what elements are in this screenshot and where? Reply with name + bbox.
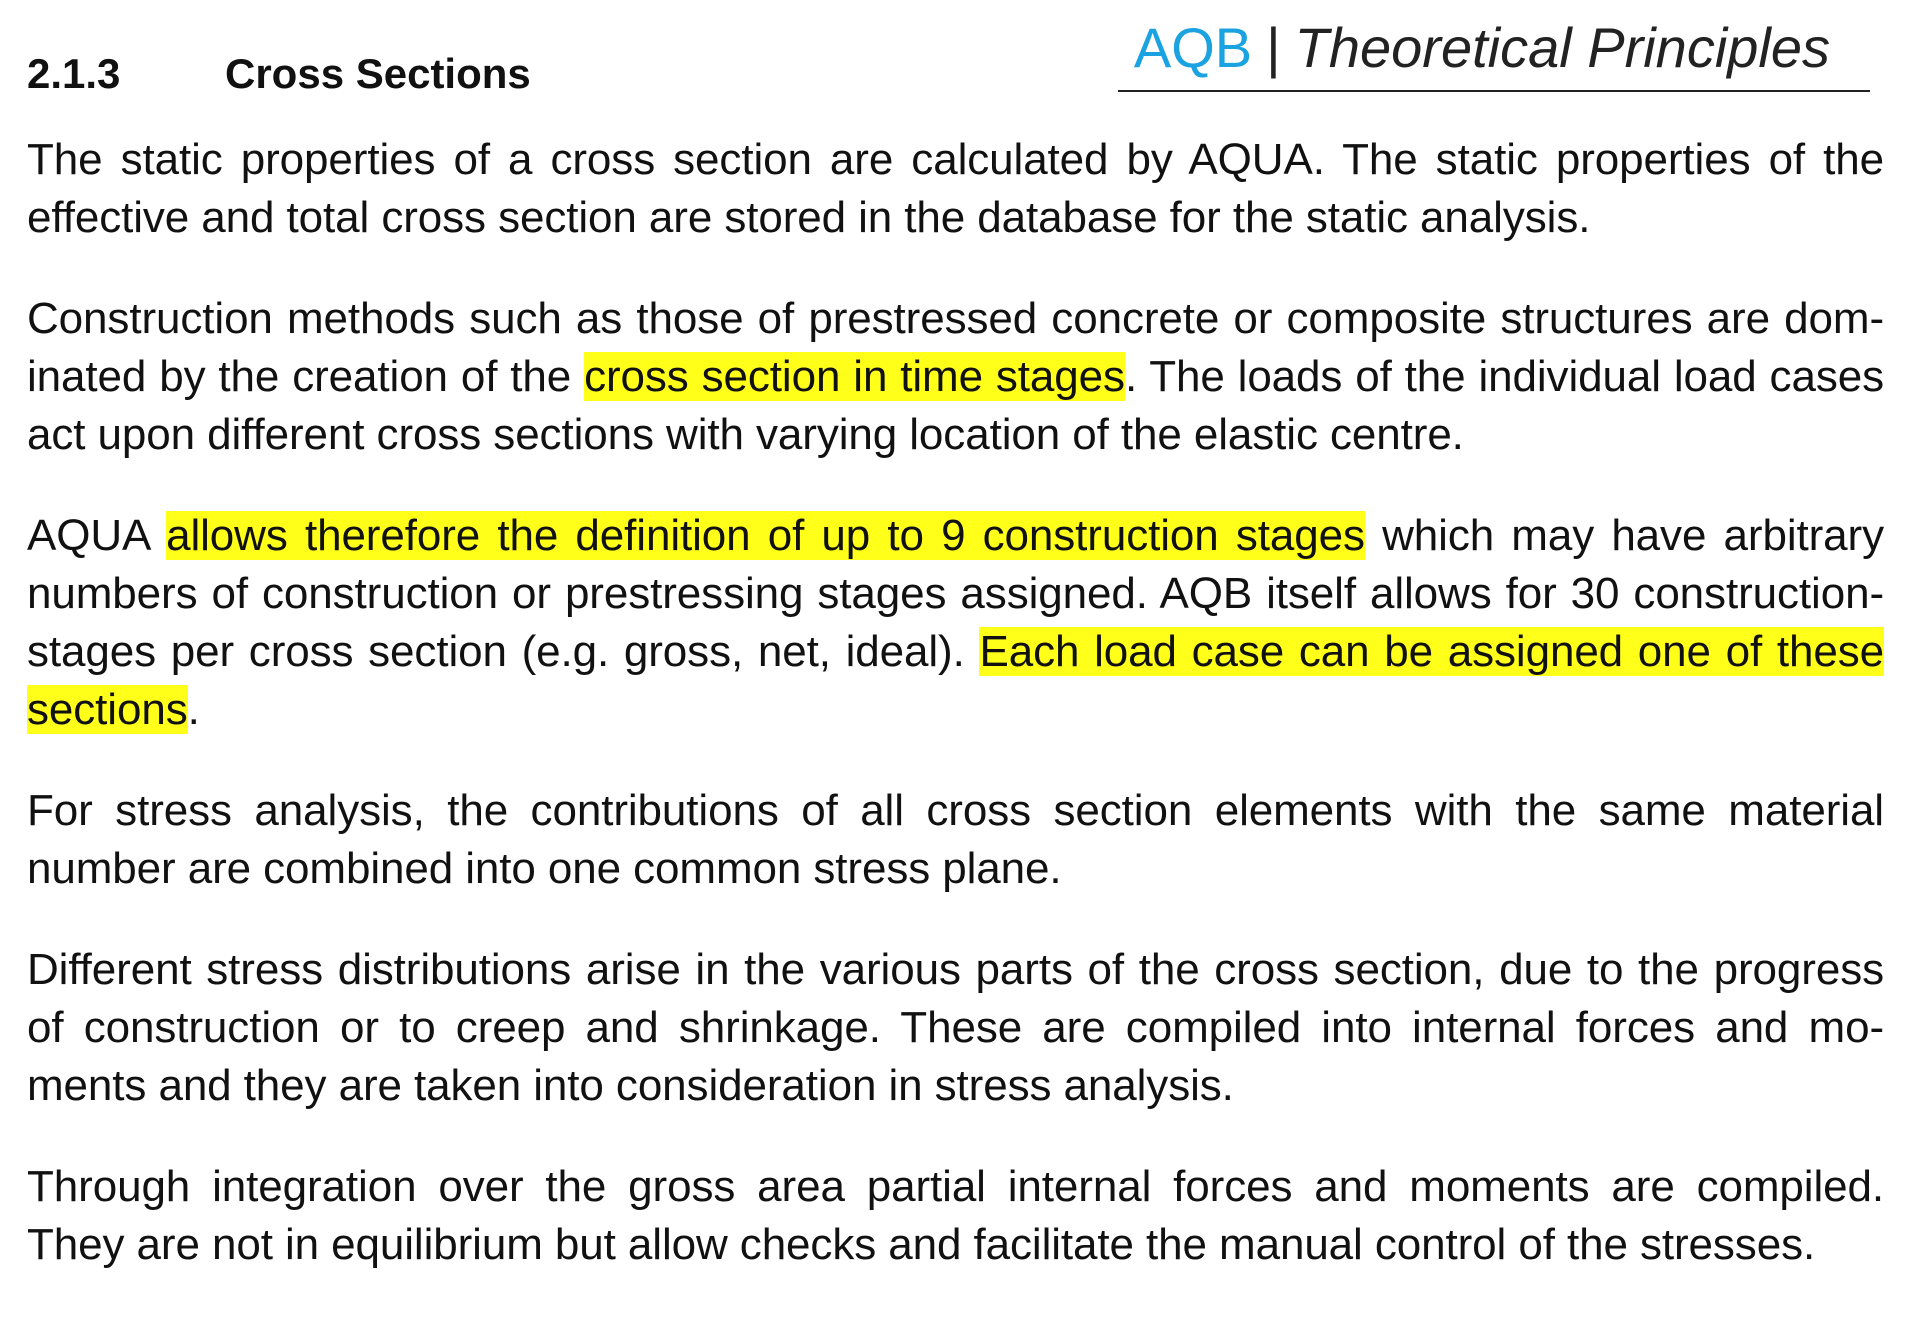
text-line	[27, 348, 1884, 406]
section-number: 2.1.3	[27, 50, 121, 97]
section-title: Cross Sections	[225, 50, 531, 97]
brand-subtitle: Theoretical Principles	[1294, 16, 1830, 79]
text-line: act upon different cross sections with varying location of the elastic centre.	[27, 410, 1464, 459]
text-line: Construction methods such as those of prestressed concrete or composite structures are dom-	[27, 294, 1884, 343]
highlighted-text: cross section in time stages	[584, 352, 1125, 401]
highlighted-text: Each load case can be assigned one of these	[979, 627, 1885, 676]
paragraph-construction-methods	[27, 290, 1884, 464]
highlighted-text: allows therefore the definition of up to 9 construction stages	[166, 511, 1365, 560]
text-line	[27, 507, 1884, 565]
brand-name: AQB	[1133, 16, 1253, 79]
paragraph-construction-stages	[27, 507, 1884, 739]
paragraph-stress-distributions	[27, 941, 1884, 1115]
text-line: Through integration over the gross area partial internal forces and moments are compiled.	[27, 1162, 1884, 1211]
text-line: The static properties of a cross section are calculated by AQUA. The static properties of the	[27, 135, 1884, 184]
text-run: which may have arbitrary	[1364, 511, 1884, 560]
text-line: effective and total cross section are stored in the database for the static analysis.	[27, 193, 1591, 242]
text-run: stages per cross section (e.g. gross, net, ideal).	[27, 627, 980, 676]
text-line: They are not in equilibrium but allow checks and facilitate the manual control of the stresses.	[27, 1220, 1816, 1269]
text-run: inated by the creation of the	[27, 352, 585, 401]
brand-title	[1134, 16, 1830, 80]
text-line: For stress analysis, the contributions of all cross section elements with the same material	[27, 786, 1884, 835]
text-line: numbers of construction or prestressing stages assigned. AQB itself allows for 30 construction-	[27, 569, 1884, 618]
text-run: . The loads of the individual load cases	[1124, 352, 1885, 401]
page-header	[1118, 16, 1870, 92]
brand-separator: |	[1266, 16, 1281, 79]
text-run: .	[187, 685, 200, 734]
text-run: AQUA	[27, 511, 167, 560]
paragraph-integration	[27, 1158, 1884, 1274]
section-heading	[27, 46, 531, 102]
text-line: of construction or to creep and shrinkage. These are compiled into internal forces and mo-	[27, 1003, 1884, 1052]
highlighted-text: sections	[27, 685, 188, 734]
paragraph-stress-analysis	[27, 782, 1884, 898]
text-line: number are combined into one common stress plane.	[27, 844, 1062, 893]
document-body	[27, 131, 1884, 1317]
text-line: Different stress distributions arise in the various parts of the cross section, due to the progress	[27, 945, 1884, 994]
paragraph-static-properties	[27, 131, 1884, 247]
text-line	[27, 681, 1884, 739]
text-line	[27, 623, 1884, 681]
text-line: ments and they are taken into consideration in stress analysis.	[27, 1061, 1234, 1110]
